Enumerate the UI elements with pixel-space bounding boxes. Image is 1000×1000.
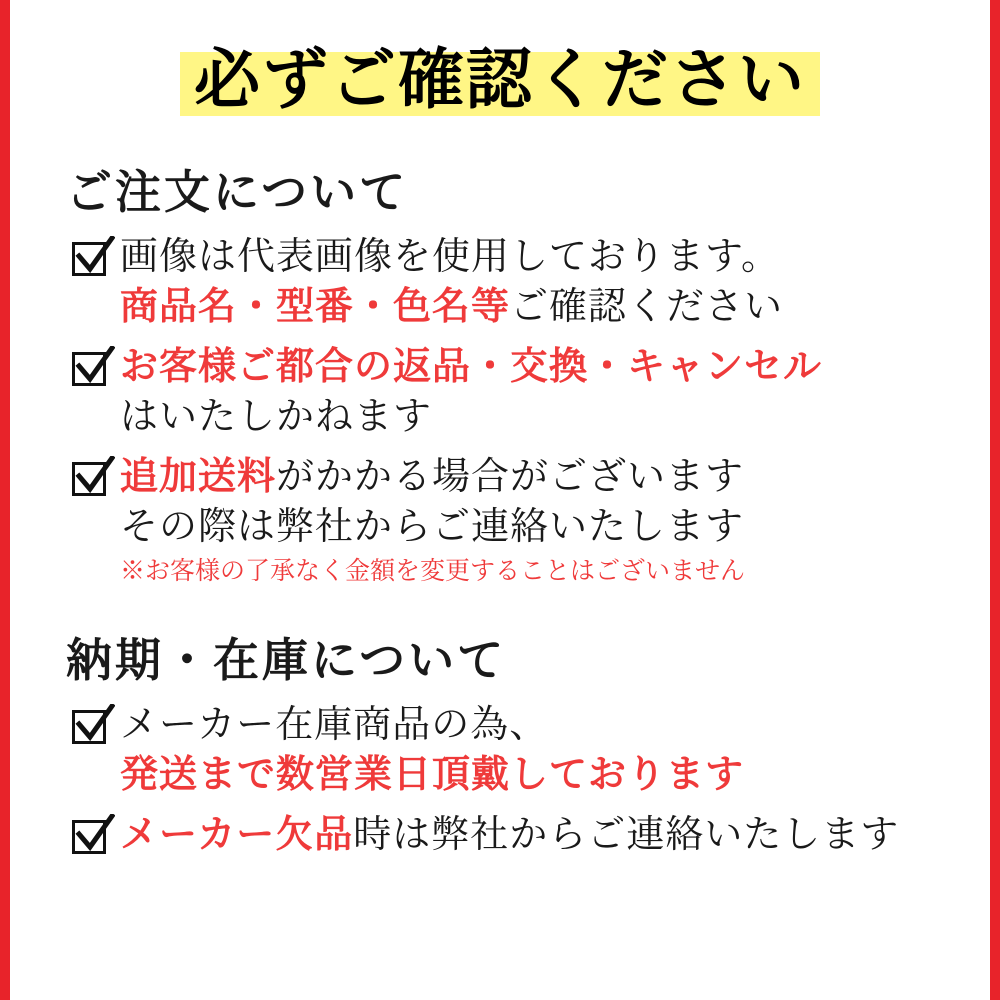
item-line: はいたしかねます bbox=[120, 396, 433, 438]
list-item bbox=[70, 342, 952, 442]
list-item-text bbox=[120, 810, 952, 860]
item-line bbox=[120, 810, 952, 860]
section-heading-orders: ご注文について bbox=[66, 167, 409, 218]
title-text: 必ずご確認ください bbox=[194, 44, 806, 117]
item-line-black: ご確認ください bbox=[510, 286, 784, 328]
list-item-text bbox=[120, 700, 952, 800]
item-line-red: 追加送料 bbox=[120, 456, 277, 498]
item-line: 発送まで数営業日頂戴しております bbox=[120, 754, 745, 796]
item-line: メーカー在庫商品の為、 bbox=[120, 704, 549, 746]
item-line-red: メーカー欠品 bbox=[120, 814, 354, 856]
title-block bbox=[48, 38, 952, 130]
list-item bbox=[70, 232, 952, 332]
item-line: その際は弊社からご連絡いたします bbox=[120, 506, 745, 548]
list-item bbox=[70, 452, 952, 590]
item-line: お客様ご都合の返品・交換・キャンセル bbox=[120, 346, 823, 388]
notice-content bbox=[20, 0, 980, 1000]
list-item-text bbox=[120, 342, 952, 442]
list-item-text bbox=[120, 452, 952, 590]
item-line-black: 時は弊社からご連絡いたします bbox=[353, 814, 900, 856]
item-line bbox=[120, 282, 952, 332]
list-item bbox=[70, 700, 952, 800]
page-title bbox=[180, 38, 820, 124]
checkbox-checked-icon bbox=[70, 348, 114, 392]
item-line-red: 商品名・型番・色名等 bbox=[120, 286, 511, 328]
section-heading-delivery: 納期・在庫について bbox=[66, 635, 507, 686]
checkbox-checked-icon bbox=[70, 458, 114, 502]
item-note: ※お客様の了承なく金額を変更することはございません bbox=[120, 558, 746, 585]
checkbox-checked-icon bbox=[70, 816, 114, 860]
checkbox-checked-icon bbox=[70, 238, 114, 282]
item-line bbox=[120, 452, 952, 502]
item-line: 画像は代表画像を使用しております。 bbox=[120, 236, 780, 278]
list-item-text bbox=[120, 232, 952, 332]
list-item bbox=[70, 810, 952, 860]
item-line-black: がかかる場合がございます bbox=[276, 456, 745, 498]
checkbox-checked-icon bbox=[70, 706, 114, 750]
